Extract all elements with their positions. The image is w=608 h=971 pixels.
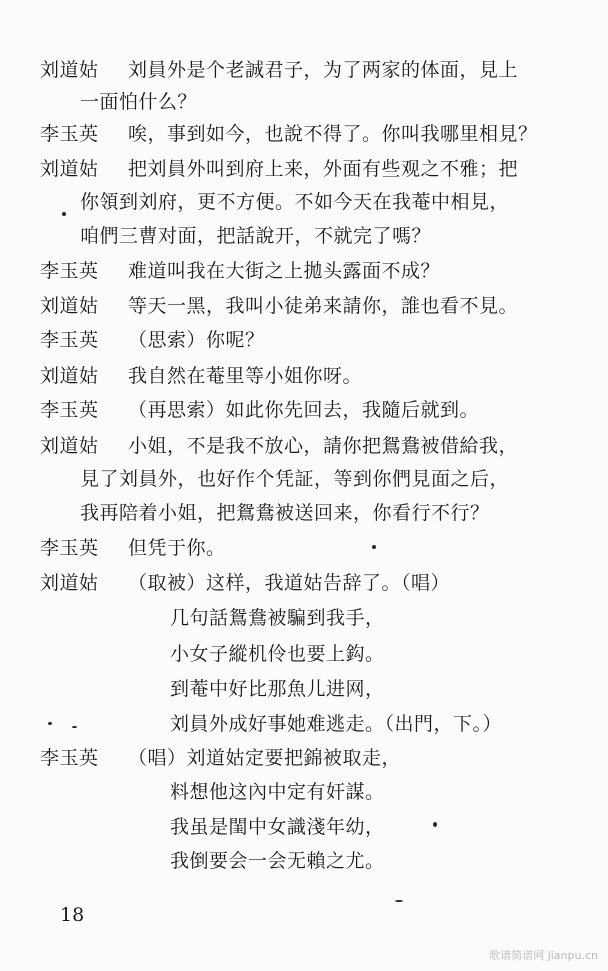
line-text: （思索）你呢？ <box>128 329 265 351</box>
speaker-name: 李玉英 <box>40 537 99 559</box>
line-text: 我自然在菴里等小姐你呀。 <box>128 365 363 387</box>
continuation-line <box>170 780 385 804</box>
line-text: 小女子縱机伶也要上鈎。 <box>170 643 385 665</box>
line-text: （唱）刘道姑定要把錦被取走， <box>128 747 402 769</box>
continuation-line <box>80 190 509 214</box>
speaker-name: 李玉英 <box>40 329 99 351</box>
speaker-name: 刘道姑 <box>40 59 99 81</box>
line-text: （取被）这样，我道姑告辞了。（唱） <box>128 572 451 594</box>
continuation-line <box>80 467 509 491</box>
dialogue-line <box>40 58 518 82</box>
page-number: 18 <box>60 904 85 926</box>
line-text: 刘員外成好事她难逃走。（出門，下。） <box>170 713 503 735</box>
dialogue-line <box>40 746 401 770</box>
continuation-line <box>170 712 502 736</box>
ink-speck <box>433 822 437 827</box>
speaker-name: 刘道姑 <box>40 295 99 317</box>
line-text: 几句話鴛鴦被騙到我手， <box>170 607 385 629</box>
speaker-name: 李玉英 <box>40 260 99 282</box>
ink-speck <box>72 726 77 728</box>
ink-speck <box>62 212 66 216</box>
continuation-line <box>170 677 385 701</box>
speaker-name: 刘道姑 <box>40 158 99 180</box>
speaker-name: 李玉英 <box>40 399 99 421</box>
line-text: 一面怕什么？ <box>80 91 198 113</box>
line-text: 到菴中好比那魚儿进网， <box>170 678 385 700</box>
line-text: 見了刘員外，也好作个凭証，等到你們見面之后， <box>80 468 510 490</box>
line-text: 唉，事到如今，也說不得了。你叫我哪里相見？ <box>128 123 538 145</box>
dialogue-line <box>40 536 226 560</box>
continuation-line <box>80 501 490 525</box>
line-text: 料想他这內中定有奸謀。 <box>170 781 385 803</box>
dialogue-line <box>40 434 518 458</box>
line-text: 等天一黑，我叫小徒弟来請你，誰也看不見。 <box>128 295 519 317</box>
line-text: 难道叫我在大街之上拋头露面不成？ <box>128 260 441 282</box>
dialogue-line <box>40 364 362 388</box>
line-text: 刘員外是个老誠君子，为了两家的体面，見上 <box>128 59 519 81</box>
speaker-name: 刘道姑 <box>40 572 99 594</box>
line-text: 但凭于你。 <box>128 537 226 559</box>
continuation-line <box>170 849 385 873</box>
dialogue-line <box>40 571 450 595</box>
dialogue-line <box>40 398 479 422</box>
line-text: 咱們三曹对面，把話說开，不就完了嗎？ <box>80 225 432 247</box>
ink-speck <box>372 545 376 549</box>
line-text: 小姐，不是我不放心，請你把鴛鴦被借給我， <box>128 435 519 457</box>
line-text: 你領到刘府，更不方便。不如今天在我菴中相見， <box>80 191 510 213</box>
continuation-line <box>170 815 385 839</box>
speaker-name: 李玉英 <box>40 123 99 145</box>
line-text: 我虽是閨中女識淺年幼， <box>170 816 385 838</box>
continuation-line <box>80 224 431 248</box>
continuation-line <box>80 90 197 114</box>
continuation-line <box>170 642 385 666</box>
dialogue-line <box>40 328 265 352</box>
watermark: 歌谱简谱网 jianpu.cn <box>489 949 598 962</box>
line-text: 把刘員外叫到府上来，外面有些观之不雅；把 <box>128 158 519 180</box>
dialogue-line <box>40 259 440 283</box>
ink-speck <box>395 900 403 902</box>
dialogue-line <box>40 294 518 318</box>
line-text: （再思索）如此你先回去，我隨后就到。 <box>128 399 480 421</box>
line-text: 我再陪着小姐，把鴛鴦被送回来，你看行不行？ <box>80 502 490 524</box>
speaker-name: 刘道姑 <box>40 435 99 457</box>
dialogue-line <box>40 157 518 181</box>
ink-speck <box>48 722 52 725</box>
line-text: 我倒要会一会无賴之尤。 <box>170 850 385 872</box>
speaker-name: 刘道姑 <box>40 365 99 387</box>
dialogue-line <box>40 122 538 146</box>
speaker-name: 李玉英 <box>40 747 99 769</box>
continuation-line <box>170 606 385 630</box>
